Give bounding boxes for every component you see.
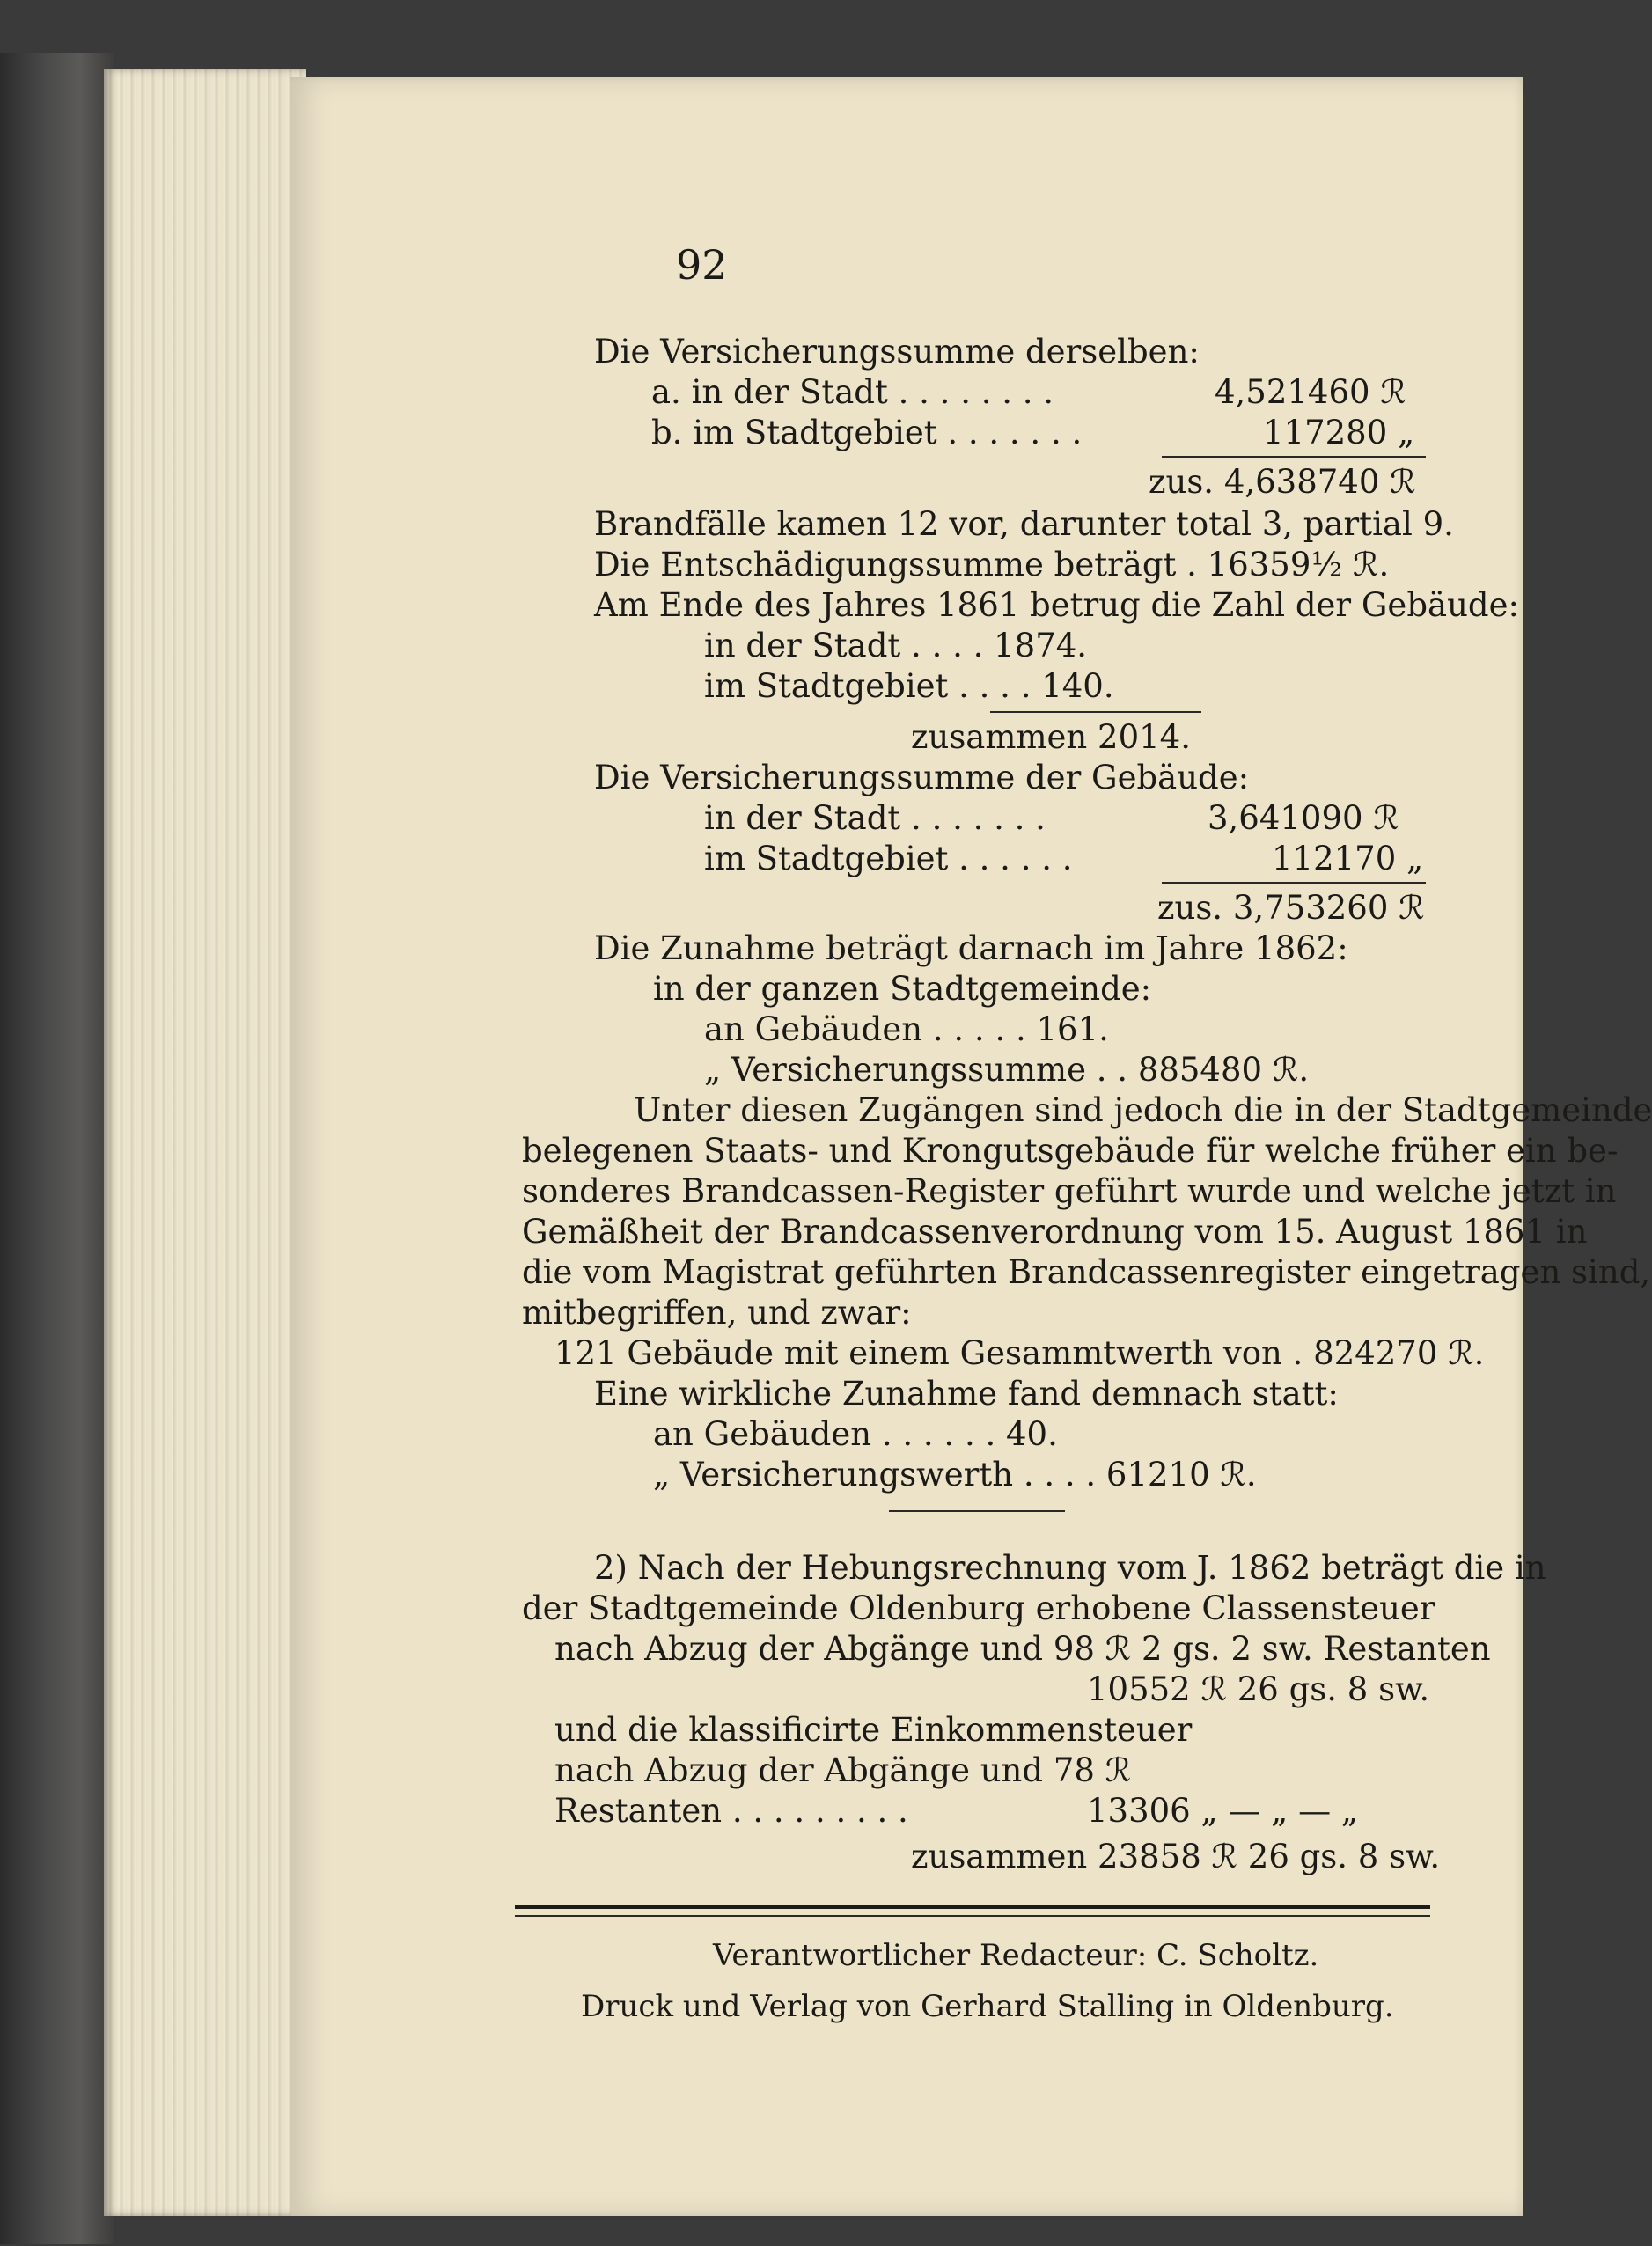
sum-rule — [1162, 456, 1426, 458]
text-line: Die Zunahme beträgt darnach im Jahre 1862: — [594, 929, 1348, 967]
text-line: Restanten . . . . . . . . . — [554, 1792, 908, 1830]
book-page — [290, 77, 1652, 2216]
text-line: mitbegriffen, und zwar: — [522, 1294, 912, 1332]
text-line: nach Abzug der Abgänge und 98 ℛ︎ 2 gs. 2 sw. Restanten — [554, 1630, 1491, 1668]
text-value: 112170 „ — [1272, 840, 1424, 877]
text-line: in der Stadt . . . . 1874. — [704, 627, 1088, 664]
text-line: zus. 3,753260 ℛ︎ — [1157, 889, 1425, 927]
page-edges — [104, 69, 306, 2216]
text-line: der Stadtgemeinde Oldenburg erhobene Classensteuer — [522, 1589, 1435, 1627]
text-line: in der ganzen Stadtgemeinde: — [653, 970, 1152, 1008]
book-cover-edge — [0, 53, 114, 2244]
text-line: im Stadtgebiet . . . . 140. — [704, 667, 1114, 705]
text-line: Die Entschädigungssumme beträgt . 16359½ ℛ︎. — [594, 546, 1390, 584]
text-line: an Gebäuden . . . . . . 40. — [653, 1415, 1058, 1453]
text-line: Am Ende des Jahres 1861 betrug die Zahl der Gebäude: — [594, 586, 1519, 624]
text-line: belegenen Staats- und Krongutsgebäude für welche früher ein be- — [522, 1132, 1619, 1170]
footer-rule-thin — [515, 1915, 1430, 1917]
text-line: Gemäßheit der Brandcassenverordnung vom 15. August 1861 in — [522, 1213, 1588, 1251]
text-line: Unter diesen Zugängen sind jedoch die in der Stadtgemeinde — [634, 1091, 1652, 1129]
text-line: zusammen 2014. — [911, 718, 1191, 756]
text-line: an Gebäuden . . . . . 161. — [704, 1010, 1109, 1048]
text-value: 4,521460 ℛ︎ — [1215, 373, 1406, 411]
footer-rule — [515, 1905, 1430, 1909]
text-line: Die Versicherungssumme der Gebäude: — [594, 759, 1250, 796]
text-line: sonderes Brandcassen-Register geführt wurde und welche jetzt in — [522, 1172, 1617, 1210]
text-line: b. im Stadtgebiet . . . . . . . — [651, 414, 1083, 451]
text-line: Eine wirkliche Zunahme fand demnach statt: — [594, 1375, 1339, 1413]
text-line: „ Versicherungswerth . . . . 61210 ℛ︎. — [653, 1456, 1257, 1494]
text-line: 121 Gebäude mit einem Gesammtwerth von . 824270 ℛ︎. — [554, 1334, 1485, 1372]
text-line: die vom Magistrat geführten Brandcassenregister eingetragen sind, — [522, 1253, 1651, 1291]
section-rule — [889, 1510, 1065, 1512]
text-line: in der Stadt . . . . . . . — [704, 799, 1046, 837]
page-number: 92 — [676, 241, 728, 289]
text-line: Die Versicherungssumme derselben: — [594, 333, 1200, 371]
sum-rule — [1162, 882, 1426, 884]
text-value: 13306 „ — „ — „ — [1087, 1792, 1359, 1830]
text-line: Brandfälle kamen 12 vor, darunter total 3, partial 9. — [594, 505, 1454, 543]
editor-line: Verantwortlicher Redacteur: C. Scholtz. — [713, 1938, 1319, 1973]
text-line: a. in der Stadt . . . . . . . . — [651, 373, 1054, 411]
text-line: zus. 4,638740 ℛ︎ — [1149, 463, 1416, 501]
text-value: 117280 „ — [1263, 414, 1415, 451]
sum-rule — [990, 711, 1201, 713]
text-line: 2) Nach der Hebungsrechnung vom J. 1862 beträgt die in — [594, 1549, 1546, 1587]
text-line: nach Abzug der Abgänge und 78 ℛ︎ — [554, 1751, 1132, 1789]
text-line: und die klassificirte Einkommensteuer — [554, 1711, 1193, 1749]
publisher-line: Druck und Verlag von Gerhard Stalling in Oldenburg. — [581, 1989, 1394, 2024]
text-line: im Stadtgebiet . . . . . . — [704, 840, 1073, 877]
text-value: 3,641090 ℛ︎ — [1208, 799, 1399, 837]
text-line: zusammen 23858 ℛ︎ 26 gs. 8 sw. — [911, 1838, 1441, 1875]
text-line: „ Versicherungssumme . . 885480 ℛ︎. — [704, 1051, 1310, 1089]
text-line: 10552 ℛ︎ 26 gs. 8 sw. — [1087, 1670, 1430, 1708]
